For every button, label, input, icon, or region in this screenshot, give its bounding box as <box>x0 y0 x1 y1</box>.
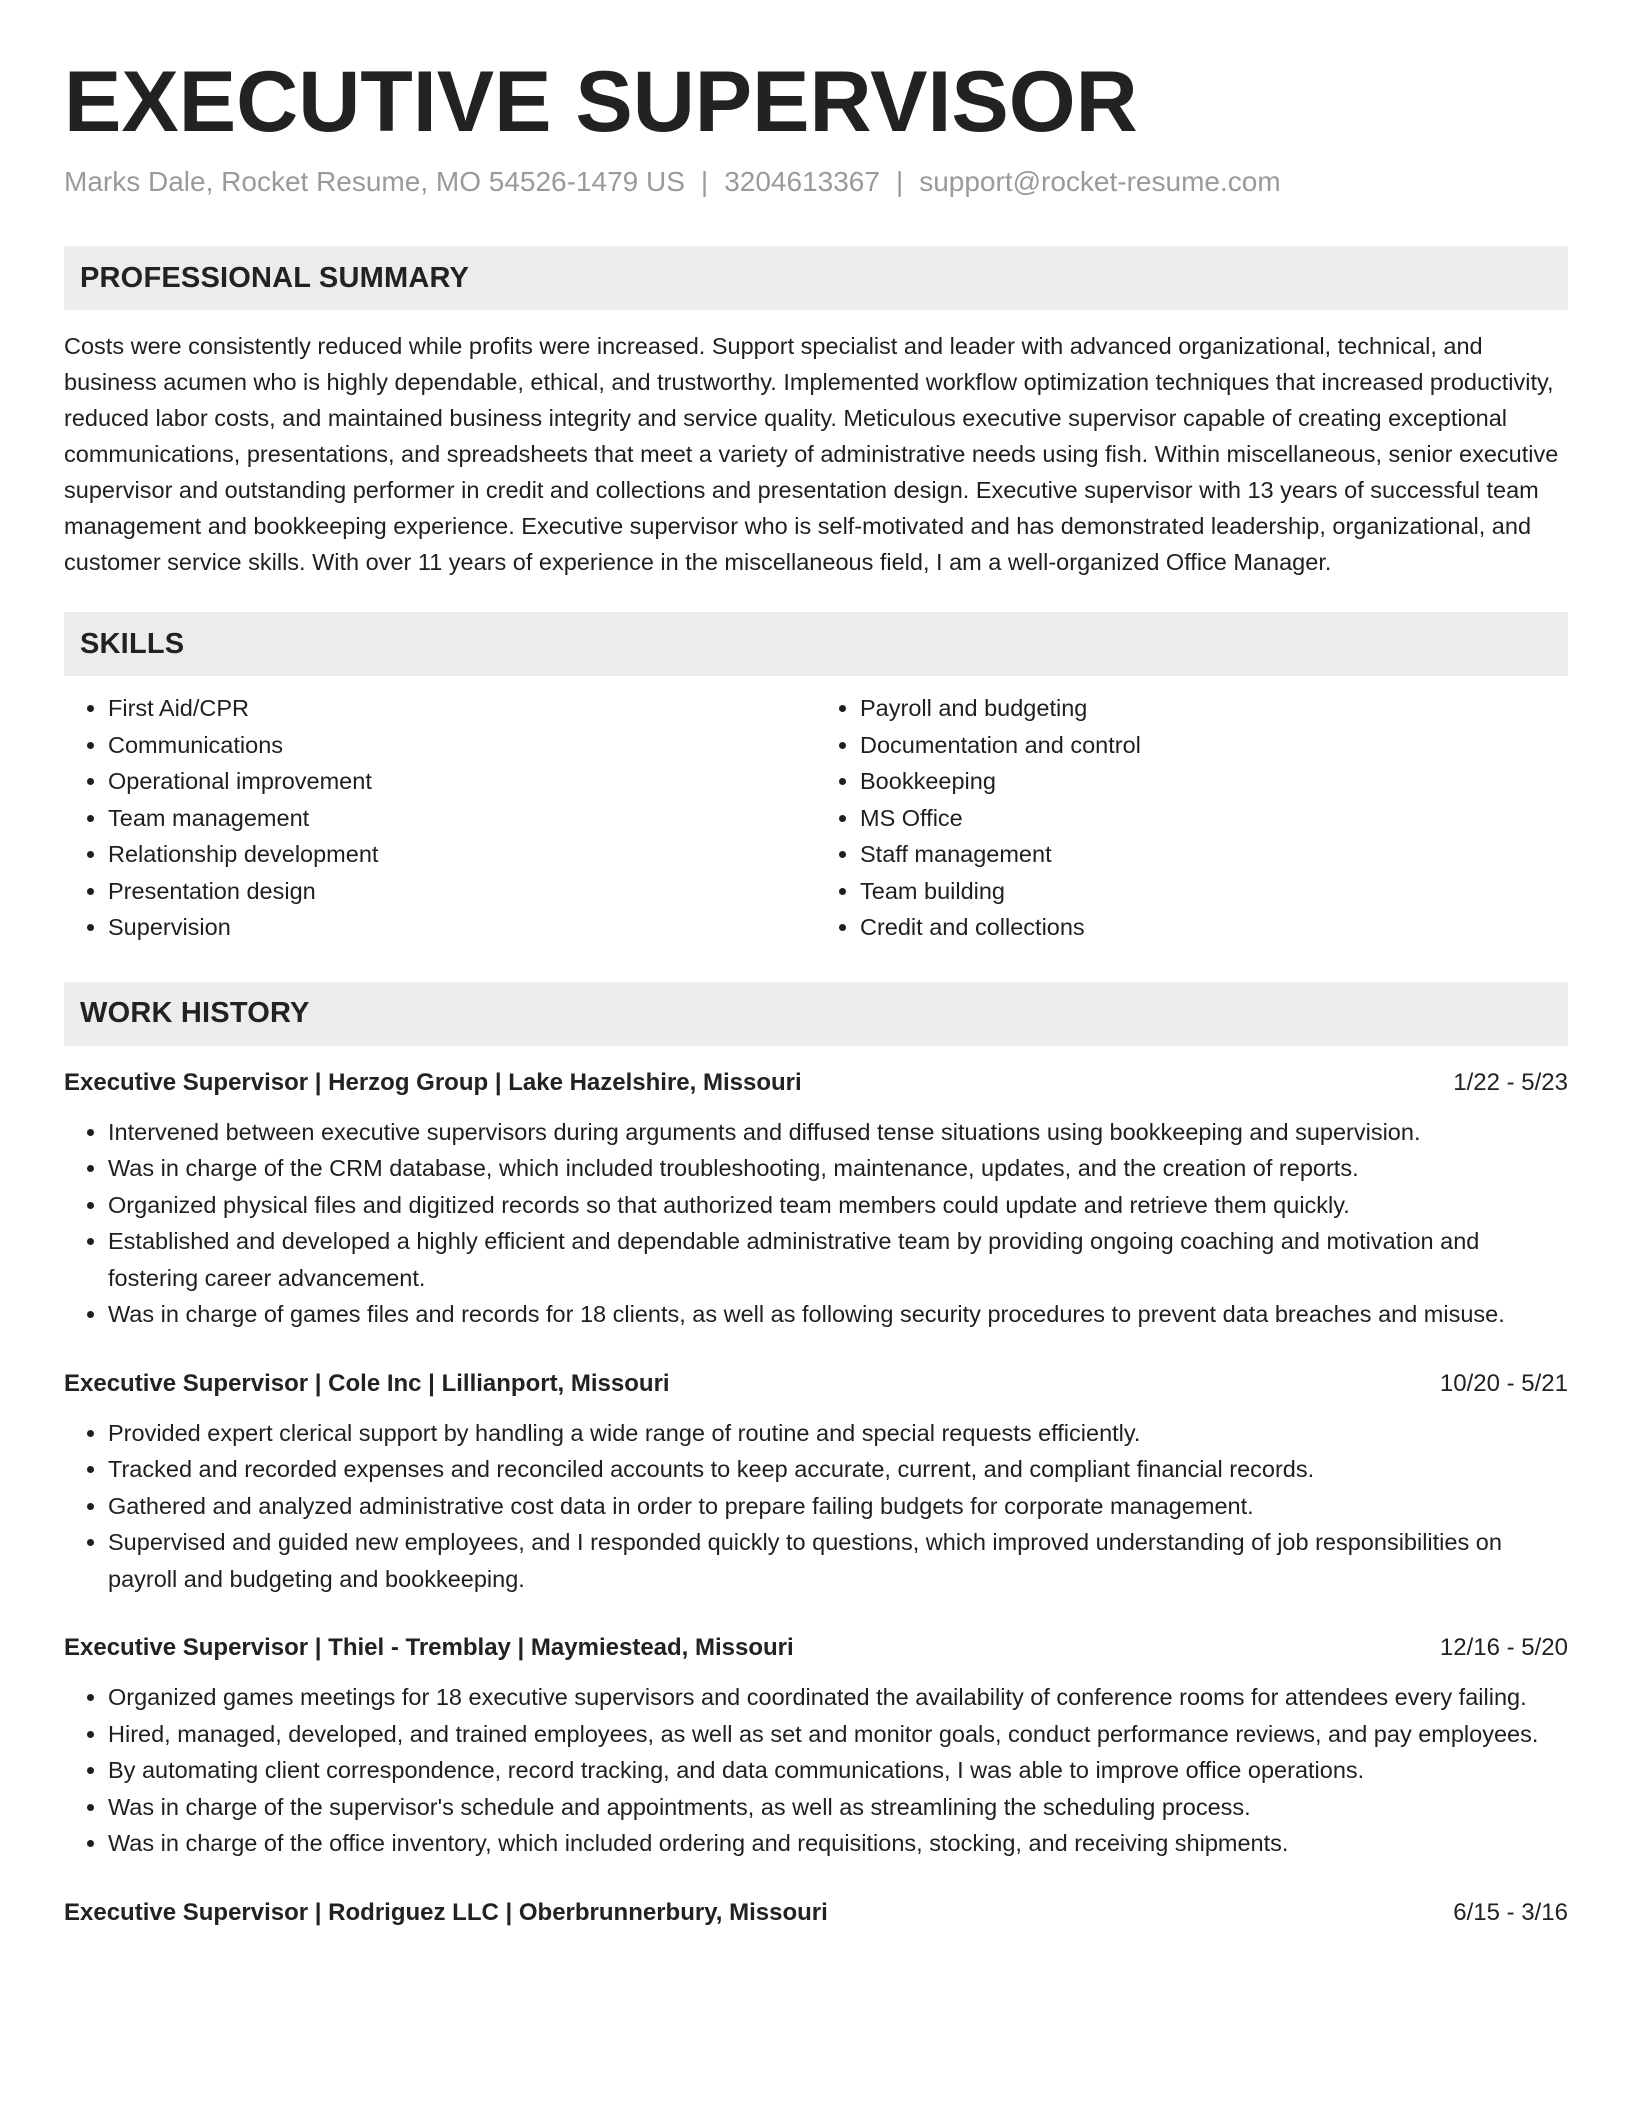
job-bullet: • Was in charge of the CRM database, which included troubleshooting, maintenance, updates, and the creation of reports. <box>108 1150 1568 1187</box>
job-title: Executive Supervisor | Herzog Group | Lake Hazelshire, Missouri <box>64 1068 802 1096</box>
skill-item: • Documentation and control <box>860 727 1568 764</box>
job-bullets <box>64 1415 1568 1598</box>
job-entry <box>64 1066 1568 1333</box>
job-bullet: • Tracked and recorded expenses and reconciled accounts to keep accurate, current, and compliant financial records. <box>108 1451 1568 1488</box>
job-dates: 12/16 - 5/20 <box>1439 1634 1568 1661</box>
job-title: Executive Supervisor | Cole Inc | Lillianport, Missouri <box>64 1369 670 1397</box>
contact-phone: 3204613367 <box>724 166 880 197</box>
skill-item: • Relationship development <box>108 836 816 873</box>
job-title: Executive Supervisor | Rodriguez LLC | Oberbrunnerbury, Missouri <box>64 1898 828 1926</box>
contact-address: Marks Dale, Rocket Resume, MO 54526-1479 US <box>64 166 685 197</box>
skill-item: • Bookkeeping <box>860 763 1568 800</box>
contact-line <box>64 164 1568 200</box>
skills-column-right <box>816 690 1568 946</box>
skill-item: • First Aid/CPR <box>108 690 816 727</box>
skill-item: • Presentation design <box>108 873 816 910</box>
skill-item: • MS Office <box>860 800 1568 837</box>
job-bullet: • Was in charge of the office inventory, which included ordering and requisitions, stocking, and receiving shipments. <box>108 1825 1568 1862</box>
job-bullet: • Was in charge of the supervisor's schedule and appointments, as well as streamlining the scheduling process. <box>108 1789 1568 1826</box>
contact-separator: | <box>700 166 709 197</box>
skill-item: • Communications <box>108 727 816 764</box>
job-bullet: • Organized physical files and digitized records so that authorized team members could update and retrieve them quickly. <box>108 1187 1568 1224</box>
job-bullet: • Provided expert clerical support by handling a wide range of routine and special requests efficiently. <box>108 1415 1568 1452</box>
job-bullet: • Gathered and analyzed administrative cost data in order to prepare failing budgets for corporate management. <box>108 1488 1568 1525</box>
skill-item: • Team management <box>108 800 816 837</box>
contact-email: support@rocket-resume.com <box>919 166 1281 197</box>
job-dates: 6/15 - 3/16 <box>1453 1898 1568 1926</box>
job-bullet: • By automating client correspondence, record tracking, and data communications, I was able to improve office operations. <box>108 1752 1568 1789</box>
job-entry <box>64 1367 1568 1598</box>
job-header <box>64 1066 1568 1100</box>
resume-title: EXECUTIVE SUPERVISOR <box>64 54 1138 150</box>
skill-item: • Credit and collections <box>860 909 1568 946</box>
job-bullet: • Intervened between executive supervisors during arguments and diffused tense situations using bookkeeping and supervision. <box>108 1114 1568 1151</box>
skill-item: • Operational improvement <box>108 763 816 800</box>
job-entry <box>64 1896 1568 1930</box>
skill-item: • Team building <box>860 873 1568 910</box>
job-bullet: • Established and developed a highly efficient and dependable administrative team by providing ongoing coaching and motivation and fostering career advancement. <box>108 1223 1568 1296</box>
job-bullet: • Supervised and guided new employees, and I responded quickly to questions, which improved understanding of job responsibilities on payroll and budgeting and bookkeeping. <box>108 1524 1568 1597</box>
job-bullet: • Organized games meetings for 18 executive supervisors and coordinated the availability of conference rooms for attendees every failing. <box>108 1679 1568 1716</box>
job-entry <box>64 1631 1568 1862</box>
skills-column-left <box>64 690 816 946</box>
job-title: Executive Supervisor | Thiel - Tremblay | Maymiestead, Missouri <box>64 1634 794 1661</box>
skill-item: • Supervision <box>108 909 816 946</box>
job-header <box>64 1631 1568 1665</box>
job-bullets <box>64 1114 1568 1333</box>
summary-heading: PROFESSIONAL SUMMARY <box>64 246 1568 310</box>
job-header <box>64 1367 1568 1401</box>
job-dates: 1/22 - 5/23 <box>1453 1068 1568 1096</box>
summary-text: Costs were consistently reduced while profits were increased. Support specialist and leader with advanced organizational, technical, and business acumen who is highly dependable, ethical, and trustworthy. Implemented workflow optimization techniques that increased productivity, reduced labor costs, and maintained business integrity and service quality. Meticulous executive supervisor capable of creating exceptional communications, presentations, and spreadsheets that meet a variety of administrative needs using fish. Within miscellaneous, senior executive supervisor and outstanding performer in credit and collections and presentation design. Executive supervisor with 13 years of successful team management and bookkeeping experience. Executive supervisor who is self-motivated and has demonstrated leadership, organizational, and customer service skills. With over 11 years of experience in the miscellaneous field, I am a well-organized Office Manager. <box>64 333 1559 575</box>
job-dates: 10/20 - 5/21 <box>1439 1369 1568 1397</box>
job-bullet: • Was in charge of games files and records for 18 clients, as well as following security procedures to prevent data breaches and misuse. <box>108 1296 1568 1333</box>
job-header <box>64 1896 1568 1930</box>
skill-item: • Payroll and budgeting <box>860 690 1568 727</box>
skill-item: • Staff management <box>860 836 1568 873</box>
work-history-heading: WORK HISTORY <box>64 982 1568 1046</box>
job-bullets <box>64 1679 1568 1862</box>
job-bullet: • Hired, managed, developed, and trained employees, as well as set and monitor goals, conduct performance reviews, and pay employees. <box>108 1716 1568 1753</box>
skills-heading: SKILLS <box>64 612 1568 676</box>
skills-list <box>64 690 1568 946</box>
contact-separator: | <box>895 166 904 197</box>
